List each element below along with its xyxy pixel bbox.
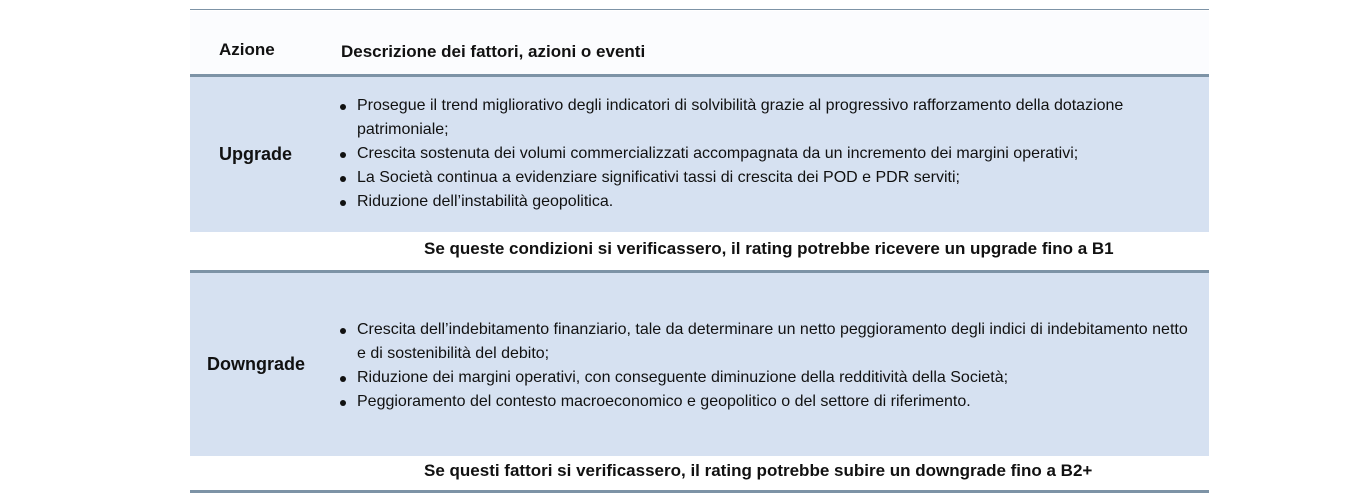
upgrade-conclusion-row [190, 232, 1209, 270]
table-header [190, 11, 1209, 74]
downgrade-bullet: Peggioramento del contesto macroeconomico e geopolitico o del settore di riferimento. [338, 390, 1188, 414]
downgrade-conclusion: Se questi fattori si verificassero, il rating potrebbe subire un downgrade fino a B2+ [424, 461, 1093, 480]
upgrade-bullet: Prosegue il trend migliorativo degli indicatori di solvibilità grazie al progressivo rafforzamento della dotazione patrimoniale; [338, 94, 1188, 142]
header-description: Descrizione dei fattori, azioni o eventi [341, 42, 646, 61]
downgrade-bullet-list [338, 318, 1188, 414]
header-action: Azione [219, 40, 275, 59]
upgrade-bullet: Crescita sostenuta dei volumi commercializzati accompagnata da un incremento dei margini operativi; [338, 142, 1188, 166]
downgrade-bullet: Crescita dell’indebitamento finanziario, tale da determinare un netto peggioramento degli indici di indebitamento netto e di sostenibilità del debito; [338, 318, 1188, 366]
table-bottom-rule [190, 490, 1209, 493]
upgrade-bullet-list [338, 94, 1188, 214]
downgrade-conclusion-row [190, 456, 1209, 490]
upgrade-label: Upgrade [219, 144, 293, 164]
downgrade-bullet: Riduzione dei margini operativi, con conseguente diminuzione della redditività della Società; [338, 366, 1188, 390]
upgrade-bullet: La Società continua a evidenziare significativi tassi di crescita dei POD e PDR serviti; [338, 166, 1188, 190]
table-top-rule [190, 9, 1209, 10]
upgrade-conclusion: Se queste condizioni si verificassero, il rating potrebbe ricevere un upgrade fino a B1 [424, 239, 1114, 258]
downgrade-label: Downgrade [207, 354, 306, 374]
upgrade-bullet: Riduzione dell’instabilità geopolitica. [338, 190, 1188, 214]
